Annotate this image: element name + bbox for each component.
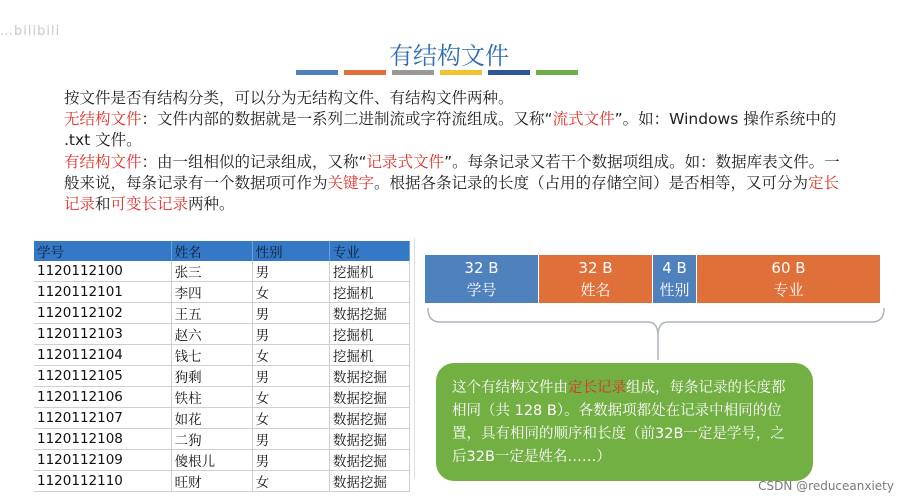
- record-field-name: 姓名: [580, 281, 611, 299]
- table-cell: 男: [252, 450, 329, 471]
- table-cell: 挖掘机: [329, 324, 409, 345]
- record-field: [539, 255, 653, 303]
- fixed-record-term: 定长记录: [64, 174, 840, 213]
- record-field-name: 性别: [659, 281, 690, 299]
- record-field-size: 32 B: [464, 259, 499, 277]
- callout-text: 组成，每条记录的长度都相同（共 128 B）。各数据项都处在记录中相同的位置，具有相同的顺序和长度（前32B一定是学号，之后32B一定是姓名……）: [452, 380, 786, 465]
- table-cell: 1120112101: [34, 282, 171, 303]
- table-cell: 1120112107: [34, 408, 171, 429]
- table-cell: 女: [252, 408, 329, 429]
- record-brace: [420, 300, 890, 370]
- table-header-cell: 姓名: [171, 241, 252, 261]
- table-cell: 数据挖掘: [329, 303, 409, 324]
- unstructured-text: ”。如：Windows 操作系统中的 .txt 文件。: [64, 110, 837, 149]
- table-cell: 傻根儿: [171, 450, 252, 471]
- table-cell: 男: [252, 303, 329, 324]
- table-header-row: [34, 241, 410, 261]
- table-row: [34, 282, 410, 303]
- table-cell: 铁柱: [171, 387, 252, 408]
- table-cell: 王五: [171, 303, 252, 324]
- table-cell: 女: [252, 387, 329, 408]
- table-cell: 旺财: [171, 471, 252, 492]
- callout-fixed-term: 定长记录: [568, 380, 626, 396]
- table-header-cell: 专业: [329, 241, 409, 261]
- color-bar-segment: [440, 70, 482, 75]
- table-cell: 钱七: [171, 345, 252, 366]
- brace-path: [428, 308, 884, 360]
- unstructured-paragraph: [64, 109, 844, 151]
- structured-term: 有结构文件: [64, 153, 142, 171]
- table-cell: 数据挖掘: [329, 429, 409, 450]
- table-cell: 数据挖掘: [329, 408, 409, 429]
- table-cell: 挖掘机: [329, 345, 409, 366]
- table-row: [34, 261, 410, 282]
- variable-record-term: 可变长记录: [110, 195, 189, 213]
- record-field-size: 32 B: [578, 259, 613, 277]
- table-cell: 1120112103: [34, 324, 171, 345]
- table-row: [34, 450, 410, 471]
- table-cell: 1120112102: [34, 303, 171, 324]
- structured-alias: 记录式文件: [366, 153, 445, 171]
- color-bar-segment: [392, 70, 434, 75]
- table-cell: 男: [252, 261, 329, 282]
- bilibili-logo: …bilibili: [0, 24, 61, 39]
- table-cell: 女: [252, 345, 329, 366]
- table-cell: 男: [252, 366, 329, 387]
- student-table: [34, 241, 410, 492]
- table-cell: 1120112110: [34, 471, 171, 492]
- table-cell: 挖掘机: [329, 261, 409, 282]
- table-cell: 赵六: [171, 324, 252, 345]
- table-header-cell: 性别: [252, 241, 329, 261]
- table-cell: 狗剩: [171, 366, 252, 387]
- table-cell: 李四: [171, 282, 252, 303]
- table-cell: 数据挖掘: [329, 387, 409, 408]
- table-cell: 男: [252, 429, 329, 450]
- table-cell: 男: [252, 324, 329, 345]
- table-cell: 女: [252, 471, 329, 492]
- table-cell: 数据挖掘: [329, 450, 409, 471]
- structured-text: 。根据各条记录的长度（占用的存储空间）是否相等，又可分为: [374, 174, 809, 192]
- unstructured-term: 无结构文件: [64, 110, 142, 128]
- table-row: [34, 408, 410, 429]
- table-row: [34, 324, 410, 345]
- watermark: CSDN @reduceanxiety: [758, 479, 894, 493]
- structured-text: ”。每条记录又若干个数据项组成。如：数据库表文件。一般来说，每条记录有一个数据项可作为: [64, 153, 840, 192]
- record-field: [653, 255, 697, 303]
- color-bar-segment: [296, 70, 338, 75]
- table-cell: 张三: [171, 261, 252, 282]
- table-row: [34, 387, 410, 408]
- table-cell: 1120112108: [34, 429, 171, 450]
- table-cell: 数据挖掘: [329, 366, 409, 387]
- structured-paragraph: [64, 152, 844, 215]
- color-bar-segment: [488, 70, 530, 75]
- table-row: [34, 366, 410, 387]
- color-bar-segment: [344, 70, 386, 75]
- structured-text: 两种。: [188, 195, 235, 213]
- table-cell: 如花: [171, 408, 252, 429]
- page-title: 有结构文件: [389, 42, 509, 70]
- table-cell: 1120112109: [34, 450, 171, 471]
- structured-text: ：由一组相似的记录组成，又称“: [141, 153, 367, 171]
- table-cell: 数据挖掘: [329, 471, 409, 492]
- table-header-cell: 学号: [34, 241, 171, 261]
- table-cell: 1120112104: [34, 345, 171, 366]
- table-cell: 1120112106: [34, 387, 171, 408]
- record-field-size: 60 B: [771, 259, 806, 277]
- table-cell: 1120112100: [34, 261, 171, 282]
- table-row: [34, 345, 410, 366]
- table-cell: 1120112105: [34, 366, 171, 387]
- table-row: [34, 471, 410, 492]
- keyword-term: 关键字: [327, 174, 375, 192]
- record-field: [697, 255, 881, 303]
- table-cell: 二狗: [171, 429, 252, 450]
- record-field-size: 4 B: [662, 259, 687, 277]
- explanation-callout: [436, 363, 813, 481]
- table-cell: 挖掘机: [329, 282, 409, 303]
- unstructured-alias: 流式文件: [552, 110, 615, 128]
- record-field-name: 专业: [773, 281, 804, 299]
- color-bar-segment: [536, 70, 578, 75]
- callout-text: 这个有结构文件由: [452, 380, 568, 396]
- table-cell: 女: [252, 282, 329, 303]
- intro-paragraph: 按文件是否有结构分类，可以分为无结构文件、有结构文件两种。: [64, 89, 514, 107]
- record-field: [425, 255, 539, 303]
- record-field-name: 学号: [466, 281, 497, 299]
- unstructured-text: ：文件内部的数据就是一系列二进制流或字符流组成。又称“: [141, 110, 553, 128]
- table-row: [34, 429, 410, 450]
- table-row: [34, 303, 410, 324]
- structured-text: 和: [95, 195, 111, 213]
